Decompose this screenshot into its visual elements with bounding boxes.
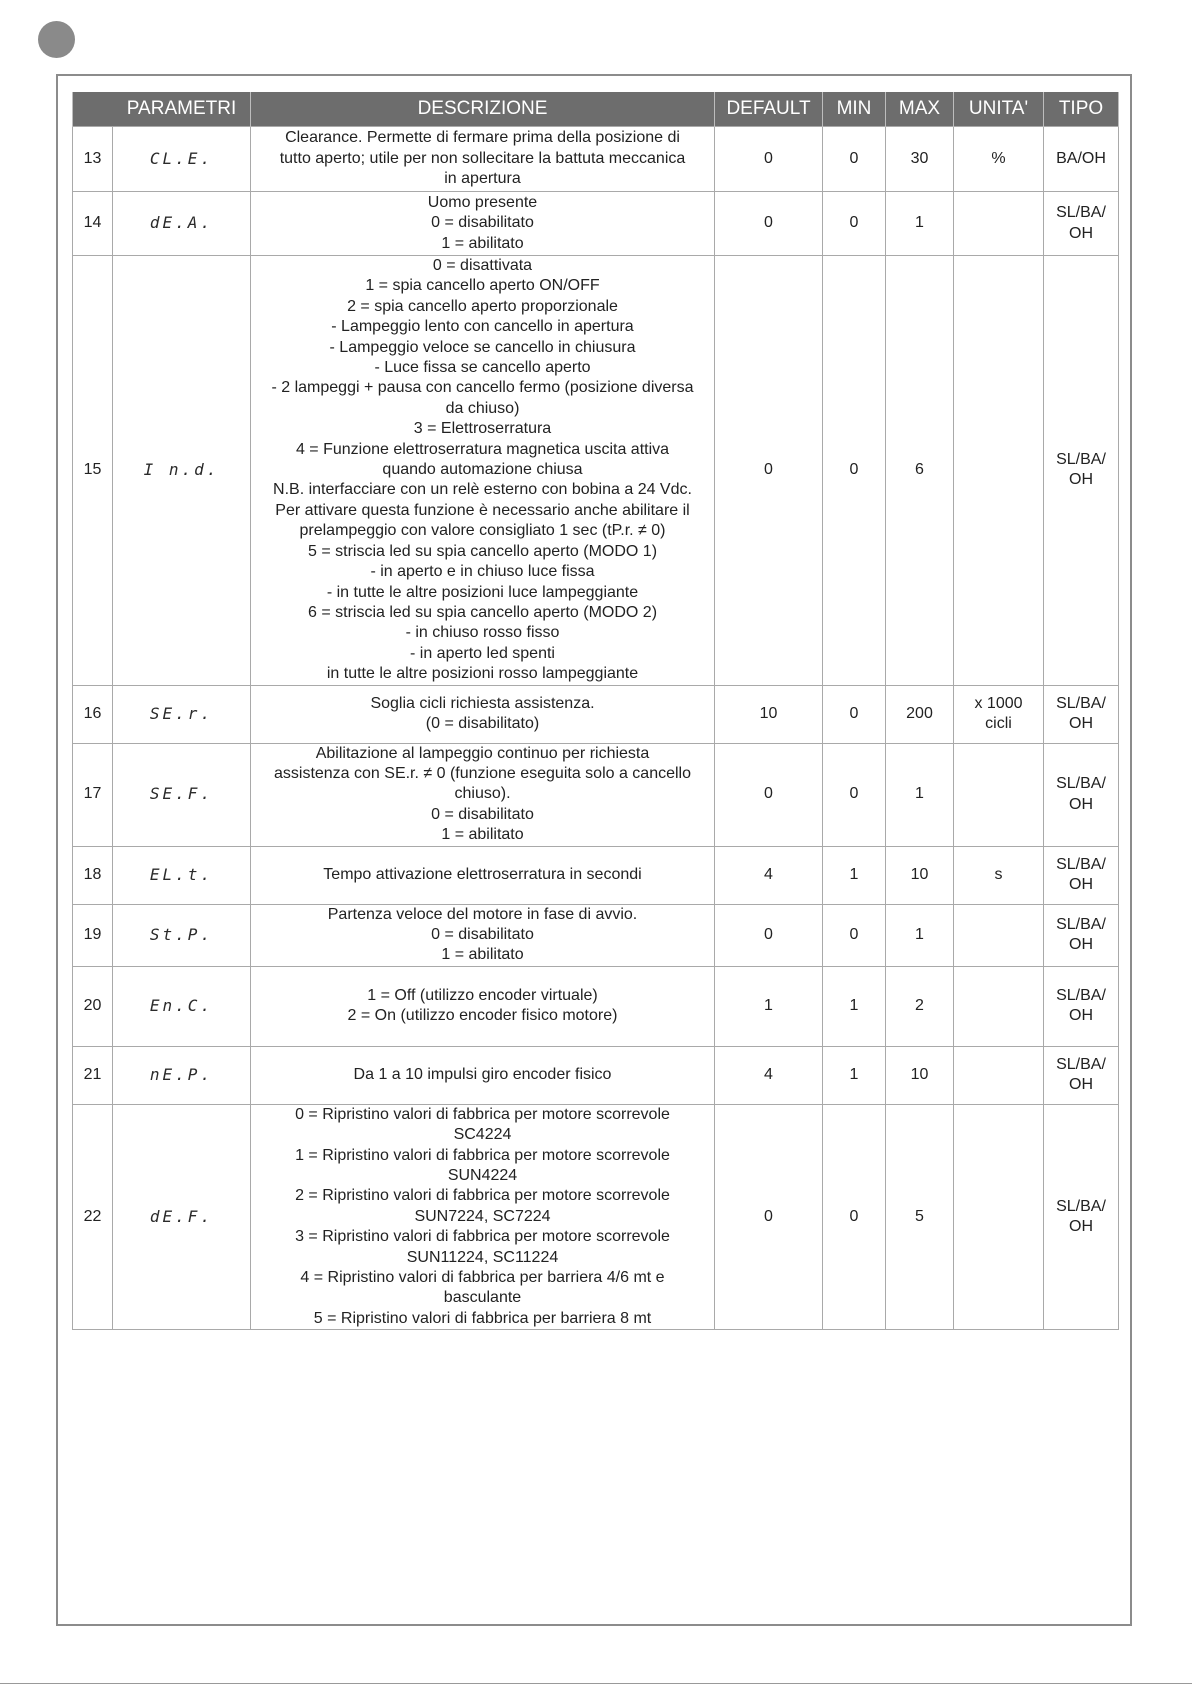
type-line: OH xyxy=(1069,795,1093,813)
description-line: Partenza veloce del motore in fase di avvio. xyxy=(327,905,638,923)
table-row xyxy=(73,1104,1119,1329)
type-line: OH xyxy=(1069,876,1093,894)
default-value: 0 xyxy=(715,743,823,846)
row-number: 13 xyxy=(73,127,113,192)
row-number: 16 xyxy=(73,685,113,743)
type-line: SL/BA/ xyxy=(1056,1055,1106,1073)
type-line: SL/BA/ xyxy=(1056,1197,1106,1215)
description-line: 1 = abilitato xyxy=(441,234,524,252)
description-line: 3 = Elettroserratura xyxy=(413,420,552,438)
description-line: 1 = abilitato xyxy=(441,946,524,964)
min-value: 1 xyxy=(823,846,886,904)
page-marker-dot xyxy=(38,21,75,58)
type-line: OH xyxy=(1069,936,1093,954)
description-line: N.B. interfacciare con un relè esterno con bobina a 24 Vdc. xyxy=(273,481,692,499)
table-row xyxy=(73,846,1119,904)
description-line: - in tutte le altre posizioni luce lampeggiante xyxy=(326,583,639,601)
type xyxy=(1044,1104,1119,1329)
unit xyxy=(954,256,1044,686)
default-value: 0 xyxy=(715,1104,823,1329)
description-line: 1 = Ripristino valori di fabbrica per motore scorrevole xyxy=(295,1146,670,1164)
parameter-code: dE.F. xyxy=(113,1104,251,1329)
min-value: 0 xyxy=(823,685,886,743)
unit-line: x 1000 xyxy=(974,694,1023,712)
min-value: 0 xyxy=(823,192,886,256)
default-value: 4 xyxy=(715,846,823,904)
type-line: SL/BA/ xyxy=(1056,450,1106,468)
type-line: OH xyxy=(1069,471,1093,489)
description-line: 3 = Ripristino valori di fabbrica per motore scorrevole xyxy=(295,1228,670,1246)
default-value: 0 xyxy=(715,127,823,192)
parameter-code: dE.A. xyxy=(113,192,251,256)
max-value: 1 xyxy=(886,743,954,846)
description-line: tutto aperto; utile per non sollecitare la battuta meccanica xyxy=(279,149,686,167)
description xyxy=(251,685,715,743)
description-line: 2 = spia cancello aperto proporzionale xyxy=(347,297,618,315)
table-row xyxy=(73,192,1119,256)
description-line: 4 = Ripristino valori di fabbrica per barriera 4/6 mt e xyxy=(300,1269,665,1287)
description xyxy=(251,256,715,686)
row-number: 20 xyxy=(73,966,113,1046)
description-line: in apertura xyxy=(444,170,521,188)
type xyxy=(1044,743,1119,846)
description-line: - in aperto e in chiuso luce fissa xyxy=(370,563,595,581)
description xyxy=(251,743,715,846)
description-line: 2 = Ripristino valori di fabbrica per motore scorrevole xyxy=(295,1187,670,1205)
unit xyxy=(954,846,1044,904)
description-line: Soglia cicli richiesta assistenza. xyxy=(370,694,595,712)
description-line: - in aperto led spenti xyxy=(410,644,555,662)
row-number: 18 xyxy=(73,846,113,904)
description-line: (0 = disabilitato) xyxy=(425,715,540,733)
table-row xyxy=(73,127,1119,192)
min-value: 0 xyxy=(823,1104,886,1329)
unit xyxy=(954,1104,1044,1329)
description xyxy=(251,846,715,904)
type xyxy=(1044,1046,1119,1104)
table-row xyxy=(73,743,1119,846)
parameter-code: EL.t. xyxy=(113,846,251,904)
unit xyxy=(954,127,1044,192)
description-line: da chiuso) xyxy=(445,399,520,417)
description-line: - Lampeggio veloce se cancello in chiusura xyxy=(329,338,636,356)
unit xyxy=(954,904,1044,966)
header-descrizione: DESCRIZIONE xyxy=(251,92,715,127)
unit xyxy=(954,966,1044,1046)
unit-line: cicli xyxy=(985,715,1012,733)
description-line: 0 = disattivata xyxy=(432,257,533,274)
description-line: - in chiuso rosso fisso xyxy=(405,624,560,642)
description-line: 0 = disabilitato xyxy=(431,805,534,823)
description-line: - Lampeggio lento con cancello in apertura xyxy=(331,318,634,336)
max-value: 6 xyxy=(886,256,954,686)
description-line: Da 1 a 10 impulsi giro encoder fisico xyxy=(353,1066,612,1084)
type-line: OH xyxy=(1069,224,1093,242)
type xyxy=(1044,846,1119,904)
default-value: 4 xyxy=(715,1046,823,1104)
description xyxy=(251,966,715,1046)
description-line: prelampeggio con valore consigliato 1 sec (tP.r. ≠ 0) xyxy=(299,522,666,540)
type xyxy=(1044,904,1119,966)
max-value: 1 xyxy=(886,192,954,256)
row-number: 22 xyxy=(73,1104,113,1329)
header-unita: UNITA' xyxy=(954,92,1044,127)
description-line: 0 = disabilitato xyxy=(431,925,534,943)
description-line: chiuso). xyxy=(454,785,511,803)
description-line: SUN11224, SC11224 xyxy=(406,1248,559,1266)
unit xyxy=(954,1046,1044,1104)
min-value: 1 xyxy=(823,1046,886,1104)
type xyxy=(1044,127,1119,192)
description-line: 2 = On (utilizzo encoder fisico motore) xyxy=(347,1007,618,1025)
type-line: SL/BA/ xyxy=(1056,986,1106,1004)
description-line: assistenza con SE.r. ≠ 0 (funzione eseguita solo a cancello xyxy=(273,764,692,782)
min-value: 0 xyxy=(823,743,886,846)
parameter-code: En.C. xyxy=(113,966,251,1046)
type xyxy=(1044,685,1119,743)
type xyxy=(1044,966,1119,1046)
type-line: OH xyxy=(1069,1007,1093,1025)
description-line: SC4224 xyxy=(453,1126,512,1144)
description-line: SUN4224 xyxy=(447,1167,518,1184)
min-value: 0 xyxy=(823,127,886,192)
description-line: SUN7224, SC7224 xyxy=(414,1207,551,1225)
parameter-code: SE.r. xyxy=(113,685,251,743)
description xyxy=(251,192,715,256)
header-max: MAX xyxy=(886,92,954,127)
unit-line: s xyxy=(994,865,1003,883)
description xyxy=(251,127,715,192)
parameter-code: I n.d. xyxy=(113,256,251,686)
default-value: 0 xyxy=(715,256,823,686)
table-row xyxy=(73,966,1119,1046)
description xyxy=(251,1046,715,1104)
min-value: 0 xyxy=(823,904,886,966)
description-line: 0 = disabilitato xyxy=(431,214,534,232)
parameter-code: St.P. xyxy=(113,904,251,966)
table-header-row xyxy=(73,92,1119,127)
description-line: 6 = striscia led su spia cancello aperto (MODO 2) xyxy=(307,603,658,621)
unit xyxy=(954,685,1044,743)
description-line: basculante xyxy=(443,1289,522,1307)
max-value: 2 xyxy=(886,966,954,1046)
default-value: 10 xyxy=(715,685,823,743)
unit xyxy=(954,743,1044,846)
description-line: 5 = Ripristino valori di fabbrica per barriera 8 mt xyxy=(313,1309,652,1327)
type-line: SL/BA/ xyxy=(1056,204,1106,222)
max-value: 1 xyxy=(886,904,954,966)
description-line: Uomo presente xyxy=(427,193,538,211)
parameter-code: CL.E. xyxy=(113,127,251,192)
bottom-rule xyxy=(0,1683,1192,1684)
header-min: MIN xyxy=(823,92,886,127)
description xyxy=(251,904,715,966)
max-value: 200 xyxy=(886,685,954,743)
description-line: in tutte le altre posizioni rosso lampeggiante xyxy=(326,665,639,683)
unit-line: % xyxy=(991,149,1006,167)
parameters-table xyxy=(72,92,1119,1330)
header-default: DEFAULT xyxy=(715,92,823,127)
description-line: 5 = striscia led su spia cancello aperto (MODO 1) xyxy=(307,542,658,560)
default-value: 0 xyxy=(715,904,823,966)
type-line: SL/BA/ xyxy=(1056,855,1106,873)
row-number: 15 xyxy=(73,256,113,686)
table-body xyxy=(73,127,1119,1330)
header-parametri: PARAMETRI xyxy=(73,92,251,127)
description-line: 0 = Ripristino valori di fabbrica per motore scorrevole xyxy=(295,1105,670,1123)
parameter-code: nE.P. xyxy=(113,1046,251,1104)
type-line: OH xyxy=(1069,715,1093,733)
type-line: BA/OH xyxy=(1056,149,1106,167)
default-value: 0 xyxy=(715,192,823,256)
description-line: 1 = Off (utilizzo encoder virtuale) xyxy=(367,986,598,1004)
description-line: Clearance. Permette di fermare prima della posizione di xyxy=(285,129,680,147)
table-row xyxy=(73,685,1119,743)
header-tipo: TIPO xyxy=(1044,92,1119,127)
unit xyxy=(954,192,1044,256)
default-value: 1 xyxy=(715,966,823,1046)
type-line: SL/BA/ xyxy=(1056,694,1106,712)
row-number: 19 xyxy=(73,904,113,966)
table-row xyxy=(73,256,1119,686)
max-value: 5 xyxy=(886,1104,954,1329)
type-line: OH xyxy=(1069,1076,1093,1094)
description xyxy=(251,1104,715,1329)
table-row xyxy=(73,1046,1119,1104)
type xyxy=(1044,192,1119,256)
min-value: 0 xyxy=(823,256,886,686)
type-line: SL/BA/ xyxy=(1056,775,1106,793)
type xyxy=(1044,256,1119,686)
max-value: 10 xyxy=(886,846,954,904)
max-value: 30 xyxy=(886,127,954,192)
description-line: Per attivare questa funzione è necessario anche abilitare il xyxy=(275,501,690,519)
description-line: 4 = Funzione elettroserratura magnetica uscita attiva xyxy=(295,440,670,458)
type-line: OH xyxy=(1069,1218,1093,1236)
type-line: SL/BA/ xyxy=(1056,915,1106,933)
min-value: 1 xyxy=(823,966,886,1046)
row-number: 21 xyxy=(73,1046,113,1104)
description-line: Tempo attivazione elettroserratura in secondi xyxy=(323,865,642,883)
max-value: 10 xyxy=(886,1046,954,1104)
table-row xyxy=(73,904,1119,966)
row-number: 17 xyxy=(73,743,113,846)
row-number: 14 xyxy=(73,192,113,256)
description-line: 1 = spia cancello aperto ON/OFF xyxy=(365,277,600,295)
description-line: - Luce fissa se cancello aperto xyxy=(374,359,591,377)
description-line: quando automazione chiusa xyxy=(382,461,583,479)
description-line: Abilitazione al lampeggio continuo per richiesta xyxy=(315,744,650,762)
parameter-code: SE.F. xyxy=(113,743,251,846)
description-line: - 2 lampeggi + pausa con cancello fermo (posizione diversa xyxy=(271,379,694,397)
description-line: 1 = abilitato xyxy=(441,826,524,844)
